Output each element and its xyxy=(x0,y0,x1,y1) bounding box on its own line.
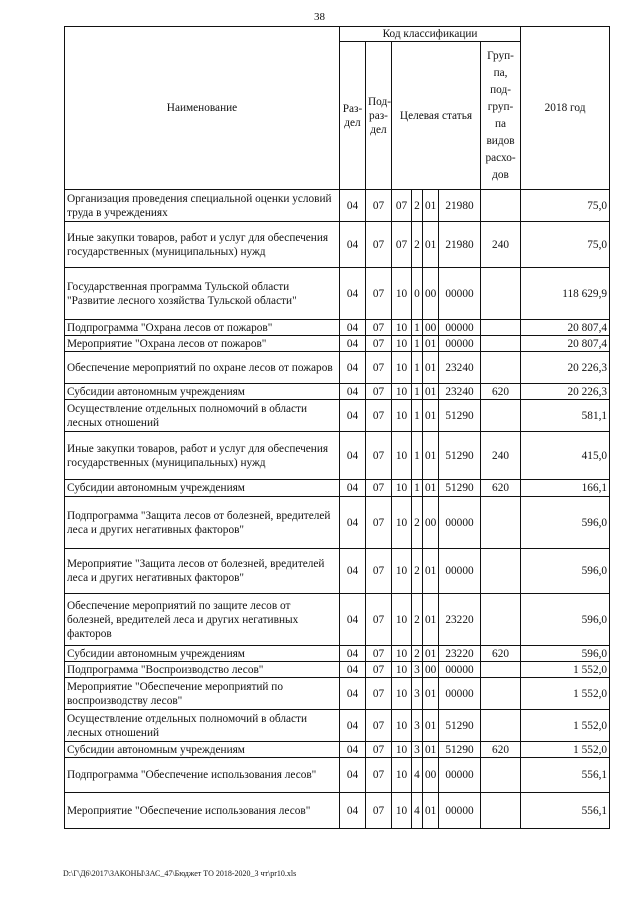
row-section: 04 xyxy=(340,594,366,646)
row-target-event: 01 xyxy=(423,384,439,400)
row-amount: 596,0 xyxy=(521,549,610,594)
row-target-subprogram: 2 xyxy=(412,549,423,594)
row-target-event: 01 xyxy=(423,742,439,758)
file-path-footer: D:\Г\Д6\2017\ЗАКОНЫ\ЗАС_47\Бюджет ТО 2018-2020_3 чт\рr10.xls xyxy=(63,869,297,878)
table-row xyxy=(65,352,610,384)
row-name: Осуществление отдельных полномочий в области лесных отношений xyxy=(65,400,340,432)
row-name: Субсидии автономным учреждениям xyxy=(65,384,340,400)
row-amount: 1 552,0 xyxy=(521,710,610,742)
row-target-direction: 21980 xyxy=(439,190,481,222)
row-amount: 20 807,4 xyxy=(521,336,610,352)
table-row xyxy=(65,594,610,646)
row-target-program: 10 xyxy=(392,549,412,594)
row-target-subprogram: 2 xyxy=(412,190,423,222)
row-expense-group: 620 xyxy=(481,480,521,497)
row-amount: 596,0 xyxy=(521,497,610,549)
row-target-event: 01 xyxy=(423,352,439,384)
row-amount: 596,0 xyxy=(521,646,610,662)
row-target-event: 01 xyxy=(423,549,439,594)
row-subsection: 07 xyxy=(366,190,392,222)
row-target-event: 00 xyxy=(423,758,439,793)
row-target-program: 10 xyxy=(392,758,412,793)
row-target-subprogram: 4 xyxy=(412,793,423,829)
row-target-direction: 00000 xyxy=(439,678,481,710)
page-number: 38 xyxy=(314,11,325,23)
row-target-direction: 00000 xyxy=(439,758,481,793)
budget-table xyxy=(64,26,610,829)
row-section: 04 xyxy=(340,662,366,678)
row-subsection: 07 xyxy=(366,742,392,758)
row-amount: 1 552,0 xyxy=(521,662,610,678)
row-target-program: 07 xyxy=(392,222,412,268)
row-section: 04 xyxy=(340,678,366,710)
row-expense-group xyxy=(481,662,521,678)
row-amount: 1 552,0 xyxy=(521,678,610,710)
table-row xyxy=(65,758,610,793)
row-section: 04 xyxy=(340,758,366,793)
row-subsection: 07 xyxy=(366,549,392,594)
row-name: Государственная программа Тульской области "Развитие лесного хозяйства Тульской области" xyxy=(65,268,340,320)
row-expense-group xyxy=(481,793,521,829)
table-row xyxy=(65,549,610,594)
row-name: Подпрограмма "Воспроизводство лесов" xyxy=(65,662,340,678)
row-name: Осуществление отдельных полномочий в области лесных отношений xyxy=(65,710,340,742)
row-name: Обеспечение мероприятий по охране лесов от пожаров xyxy=(65,352,340,384)
row-target-program: 10 xyxy=(392,336,412,352)
header-classification-code: Код классификации xyxy=(340,27,521,42)
table-body xyxy=(65,190,610,829)
row-name: Мероприятие "Защита лесов от болезней, вредителей леса и других негативных факторов" xyxy=(65,549,340,594)
row-target-subprogram: 1 xyxy=(412,400,423,432)
row-name: Обеспечение мероприятий по защите лесов от болезней, вредителей леса и других негативных факторов xyxy=(65,594,340,646)
row-subsection: 07 xyxy=(366,320,392,336)
header-expense-group: Груп- па, под- груп- па видов расхо- дов xyxy=(481,42,521,190)
row-name: Организация проведения специальной оценки условий труда в учреждениях xyxy=(65,190,340,222)
table-row xyxy=(65,320,610,336)
row-subsection: 07 xyxy=(366,793,392,829)
row-target-program: 10 xyxy=(392,432,412,480)
row-target-event: 01 xyxy=(423,678,439,710)
row-amount: 20 226,3 xyxy=(521,352,610,384)
row-name: Мероприятие "Обеспечение мероприятий по воспроизводству лесов" xyxy=(65,678,340,710)
row-target-event: 01 xyxy=(423,710,439,742)
table-row xyxy=(65,268,610,320)
row-section: 04 xyxy=(340,222,366,268)
row-target-event: 01 xyxy=(423,222,439,268)
row-name: Подпрограмма "Охрана лесов от пожаров" xyxy=(65,320,340,336)
row-target-subprogram: 1 xyxy=(412,432,423,480)
header-section: Раз- дел xyxy=(340,42,366,190)
row-target-program: 10 xyxy=(392,742,412,758)
header-name: Наименование xyxy=(65,27,340,190)
row-target-event: 01 xyxy=(423,646,439,662)
row-amount: 556,1 xyxy=(521,793,610,829)
row-name: Подпрограмма "Обеспечение использования лесов" xyxy=(65,758,340,793)
row-expense-group xyxy=(481,400,521,432)
row-section: 04 xyxy=(340,497,366,549)
row-expense-group xyxy=(481,710,521,742)
row-target-program: 10 xyxy=(392,268,412,320)
row-name: Субсидии автономным учреждениям xyxy=(65,480,340,497)
row-target-subprogram: 2 xyxy=(412,646,423,662)
row-subsection: 07 xyxy=(366,352,392,384)
row-subsection: 07 xyxy=(366,222,392,268)
row-name: Иные закупки товаров, работ и услуг для обеспечения государственных (муниципальных) нужд xyxy=(65,222,340,268)
row-target-event: 01 xyxy=(423,480,439,497)
row-target-program: 10 xyxy=(392,497,412,549)
row-subsection: 07 xyxy=(366,268,392,320)
row-amount: 415,0 xyxy=(521,432,610,480)
row-target-event: 01 xyxy=(423,432,439,480)
row-expense-group xyxy=(481,549,521,594)
row-target-program: 07 xyxy=(392,190,412,222)
table-row xyxy=(65,432,610,480)
row-subsection: 07 xyxy=(366,710,392,742)
row-target-event: 00 xyxy=(423,497,439,549)
row-target-program: 10 xyxy=(392,662,412,678)
row-section: 04 xyxy=(340,742,366,758)
row-subsection: 07 xyxy=(366,497,392,549)
row-expense-group xyxy=(481,594,521,646)
row-subsection: 07 xyxy=(366,662,392,678)
row-subsection: 07 xyxy=(366,336,392,352)
row-target-event: 01 xyxy=(423,190,439,222)
row-expense-group: 620 xyxy=(481,646,521,662)
row-section: 04 xyxy=(340,384,366,400)
row-target-direction: 21980 xyxy=(439,222,481,268)
table-row xyxy=(65,400,610,432)
header-year: 2018 год xyxy=(521,27,610,190)
row-target-subprogram: 2 xyxy=(412,594,423,646)
row-target-subprogram: 2 xyxy=(412,222,423,268)
row-expense-group xyxy=(481,678,521,710)
row-target-direction: 51290 xyxy=(439,480,481,497)
row-target-program: 10 xyxy=(392,384,412,400)
row-target-subprogram: 1 xyxy=(412,480,423,497)
row-amount: 20 226,3 xyxy=(521,384,610,400)
row-target-direction: 51290 xyxy=(439,432,481,480)
table-row xyxy=(65,480,610,497)
row-section: 04 xyxy=(340,432,366,480)
row-target-subprogram: 1 xyxy=(412,352,423,384)
row-section: 04 xyxy=(340,320,366,336)
row-target-direction: 23240 xyxy=(439,384,481,400)
row-target-direction: 00000 xyxy=(439,320,481,336)
table-row xyxy=(65,742,610,758)
header-row-1 xyxy=(65,27,610,42)
row-expense-group: 620 xyxy=(481,384,521,400)
row-subsection: 07 xyxy=(366,400,392,432)
row-target-direction: 51290 xyxy=(439,710,481,742)
table-row xyxy=(65,384,610,400)
row-section: 04 xyxy=(340,710,366,742)
row-amount: 20 807,4 xyxy=(521,320,610,336)
header-subsection: Под- раз- дел xyxy=(366,42,392,190)
table-row xyxy=(65,190,610,222)
row-amount: 75,0 xyxy=(521,190,610,222)
row-target-event: 01 xyxy=(423,793,439,829)
row-section: 04 xyxy=(340,352,366,384)
row-target-direction: 23220 xyxy=(439,646,481,662)
row-target-subprogram: 2 xyxy=(412,497,423,549)
row-amount: 75,0 xyxy=(521,222,610,268)
row-section: 04 xyxy=(340,549,366,594)
row-expense-group: 620 xyxy=(481,742,521,758)
table-row xyxy=(65,336,610,352)
row-expense-group xyxy=(481,497,521,549)
table-row xyxy=(65,497,610,549)
table-row xyxy=(65,646,610,662)
row-subsection: 07 xyxy=(366,480,392,497)
row-target-event: 01 xyxy=(423,336,439,352)
row-target-direction: 23240 xyxy=(439,352,481,384)
row-subsection: 07 xyxy=(366,646,392,662)
row-target-program: 10 xyxy=(392,594,412,646)
row-target-event: 00 xyxy=(423,662,439,678)
header-target-article: Целевая статья xyxy=(392,42,481,190)
row-target-direction: 23220 xyxy=(439,594,481,646)
row-amount: 581,1 xyxy=(521,400,610,432)
row-expense-group xyxy=(481,190,521,222)
row-target-direction: 00000 xyxy=(439,662,481,678)
row-section: 04 xyxy=(340,480,366,497)
row-target-program: 10 xyxy=(392,320,412,336)
row-target-subprogram: 0 xyxy=(412,268,423,320)
row-amount: 556,1 xyxy=(521,758,610,793)
row-name: Мероприятие "Обеспечение использования лесов" xyxy=(65,793,340,829)
row-target-subprogram: 3 xyxy=(412,662,423,678)
row-target-direction: 00000 xyxy=(439,497,481,549)
row-expense-group xyxy=(481,758,521,793)
row-target-event: 01 xyxy=(423,400,439,432)
row-amount: 1 552,0 xyxy=(521,742,610,758)
row-target-program: 10 xyxy=(392,678,412,710)
row-target-event: 00 xyxy=(423,268,439,320)
row-target-event: 01 xyxy=(423,594,439,646)
row-target-program: 10 xyxy=(392,710,412,742)
row-name: Иные закупки товаров, работ и услуг для обеспечения государственных (муниципальных) нужд xyxy=(65,432,340,480)
row-section: 04 xyxy=(340,793,366,829)
row-amount: 596,0 xyxy=(521,594,610,646)
row-target-direction: 51290 xyxy=(439,742,481,758)
row-subsection: 07 xyxy=(366,678,392,710)
row-section: 04 xyxy=(340,400,366,432)
row-target-direction: 00000 xyxy=(439,549,481,594)
row-expense-group xyxy=(481,268,521,320)
row-section: 04 xyxy=(340,190,366,222)
row-target-program: 10 xyxy=(392,400,412,432)
row-subsection: 07 xyxy=(366,594,392,646)
row-target-program: 10 xyxy=(392,646,412,662)
row-subsection: 07 xyxy=(366,432,392,480)
row-name: Мероприятие "Охрана лесов от пожаров" xyxy=(65,336,340,352)
row-target-direction: 00000 xyxy=(439,793,481,829)
row-expense-group xyxy=(481,320,521,336)
table-row xyxy=(65,222,610,268)
row-target-subprogram: 3 xyxy=(412,742,423,758)
table-row xyxy=(65,793,610,829)
table-row xyxy=(65,662,610,678)
row-target-program: 10 xyxy=(392,480,412,497)
row-expense-group: 240 xyxy=(481,432,521,480)
row-target-program: 10 xyxy=(392,793,412,829)
row-subsection: 07 xyxy=(366,384,392,400)
row-section: 04 xyxy=(340,268,366,320)
row-amount: 166,1 xyxy=(521,480,610,497)
row-target-subprogram: 1 xyxy=(412,384,423,400)
row-target-event: 00 xyxy=(423,320,439,336)
row-target-subprogram: 1 xyxy=(412,336,423,352)
row-name: Субсидии автономным учреждениям xyxy=(65,742,340,758)
row-target-subprogram: 4 xyxy=(412,758,423,793)
row-target-program: 10 xyxy=(392,352,412,384)
row-amount: 118 629,9 xyxy=(521,268,610,320)
row-target-direction: 00000 xyxy=(439,336,481,352)
row-name: Подпрограмма "Защита лесов от болезней, вредителей леса и других негативных факторов" xyxy=(65,497,340,549)
row-name: Субсидии автономным учреждениям xyxy=(65,646,340,662)
row-target-direction: 51290 xyxy=(439,400,481,432)
row-subsection: 07 xyxy=(366,758,392,793)
row-section: 04 xyxy=(340,646,366,662)
table-row xyxy=(65,710,610,742)
row-expense-group xyxy=(481,352,521,384)
row-expense-group xyxy=(481,336,521,352)
row-expense-group: 240 xyxy=(481,222,521,268)
row-target-direction: 00000 xyxy=(439,268,481,320)
row-target-subprogram: 3 xyxy=(412,678,423,710)
row-target-subprogram: 3 xyxy=(412,710,423,742)
table-row xyxy=(65,678,610,710)
row-target-subprogram: 1 xyxy=(412,320,423,336)
row-section: 04 xyxy=(340,336,366,352)
